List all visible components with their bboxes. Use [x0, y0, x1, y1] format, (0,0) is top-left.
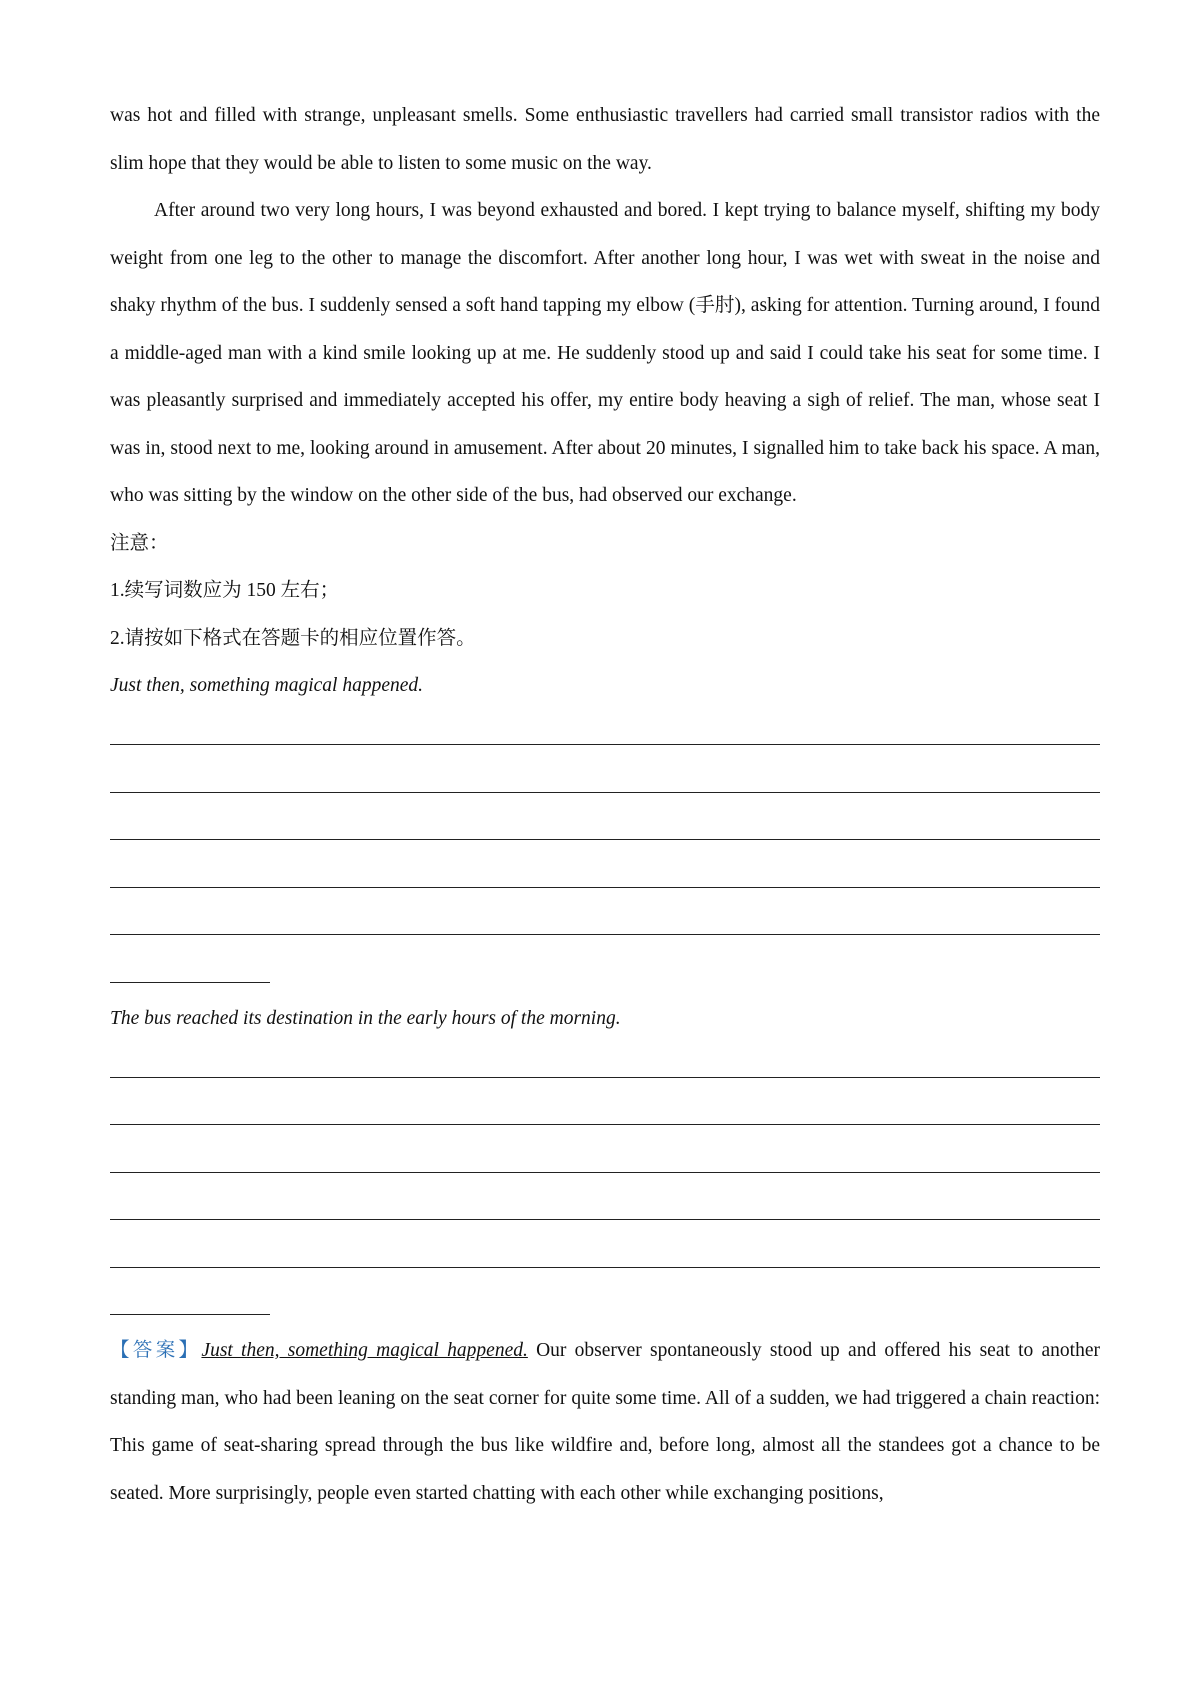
- notes-item-2: 2.请按如下格式在答题卡的相应位置作答。: [110, 627, 476, 649]
- notes-item-1: 1.续写词数应为 150 左右；: [110, 580, 340, 601]
- notes-heading: 注意：: [110, 532, 169, 554]
- prompt-first: Just then, something magical happened.: [110, 675, 424, 696]
- document-page: [110, 92, 1100, 1517]
- writing-line: [110, 757, 1100, 805]
- writing-line: [110, 900, 1100, 948]
- passage-paragraph-2: After around two very long hours, I was beyond exhausted and bored. I kept trying to balance myself, shifting my body weight from one leg to the other to manage the discomfort. After another long hour, I was wet with sweat in the noise and shaky rhythm of the bus. I suddenly sensed a soft hand tapping my elbow (手肘), asking for attention. Turning around, I found a middle-aged man with a kind smile looking up at me. He suddenly stood up and said I could take his seat for some time. I was pleasantly surprised and immediately accepted his offer, my entire body heaving a sigh of relief. The man, whose seat I was in, stood next to me, looking around in amusement. After about 20 minutes, I signalled him to take back his space. A man, who was sitting by the window on the other side of the bus, had observed our exchange.: [110, 200, 1100, 506]
- writing-line: [110, 1232, 1100, 1280]
- passage-paragraph-1: was hot and filled with strange, unpleasant smells. Some enthusiastic travellers had carried small transistor radios with the slim hope that they would be able to listen to some music on the way.: [110, 105, 1100, 174]
- answer-paragraph: [110, 1327, 1100, 1517]
- prompt-second: The bus reached its destination in the early hours of the morning.: [110, 1007, 621, 1029]
- writing-lines-second: [110, 1042, 1100, 1327]
- answer-reference: Just then, something magical happened.: [201, 1340, 528, 1361]
- writing-line-short: [110, 1280, 1100, 1328]
- writing-line: [110, 852, 1100, 900]
- writing-line: [110, 710, 1100, 758]
- answer-text: Our observer spontaneously stood up and offered his seat to another standing man, who had been leaning on the seat corner for quite some time. All of a sudden, we had triggered a chain reaction: This game of seat-sharing spread through the bus like wildfire and, before long, almost all the standees got a chance to be seated. More surprisingly, people even started chatting with each other while exchanging positions,: [110, 1340, 1100, 1504]
- writing-line: [110, 1042, 1100, 1090]
- writing-line: [110, 1185, 1100, 1233]
- writing-line: [110, 1137, 1100, 1185]
- writing-line: [110, 805, 1100, 853]
- answer-tag: 【答案】: [110, 1340, 202, 1361]
- writing-line: [110, 1090, 1100, 1138]
- writing-line-short: [110, 947, 1100, 995]
- writing-lines-first: [110, 710, 1100, 995]
